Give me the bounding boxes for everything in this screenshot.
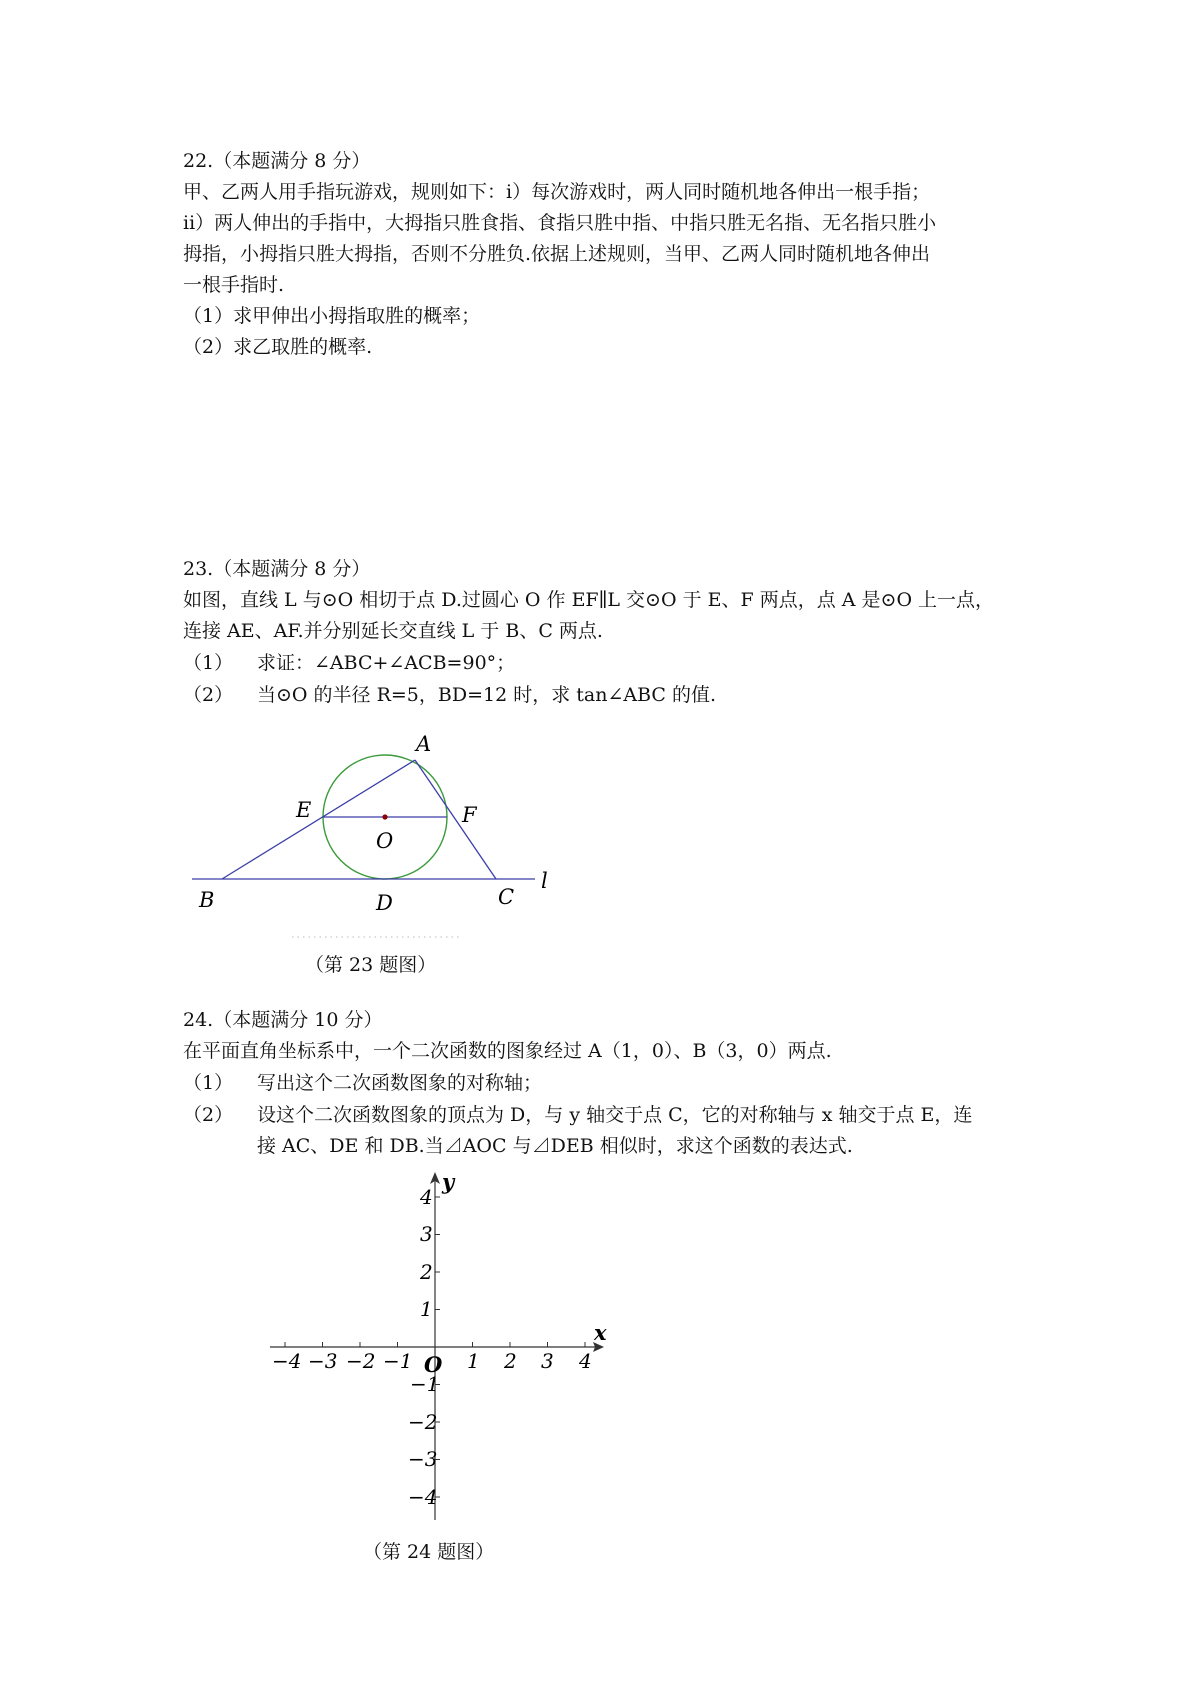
label-d: D xyxy=(376,891,393,915)
q23-text-line-1: 如图，直线 L 与⊙O 相切于点 D.过圆心 O 作 EF∥L 交⊙O 于 E、F 两点，点 A 是⊙O 上一点， xyxy=(183,589,995,611)
segment-ac xyxy=(415,760,496,879)
q24-item-2 xyxy=(183,1100,972,1131)
q24-item-1 xyxy=(183,1068,542,1099)
q23-item-1-text: 求证：∠ABC+∠ACB=90°； xyxy=(257,652,516,674)
q22-item-1: （1）求甲伸出小拇指取胜的概率； xyxy=(183,305,481,327)
label-e: E xyxy=(296,798,312,822)
x-tick-label-4: 4 xyxy=(579,1349,592,1373)
q23-item-1 xyxy=(183,648,515,679)
q23-figure xyxy=(180,725,580,945)
y-tick-label-1: 1 xyxy=(420,1297,433,1321)
q24-item-1-number: （1） xyxy=(183,1072,234,1094)
y-tick-label-neg2: −2 xyxy=(408,1410,438,1434)
q24-coordinate-axes xyxy=(250,1170,630,1530)
q23-item-2-number: （2） xyxy=(183,684,234,706)
label-l: l xyxy=(541,869,548,893)
origin-label: O xyxy=(424,1352,443,1377)
y-tick-label-neg1: −1 xyxy=(410,1372,440,1396)
label-b: B xyxy=(199,888,215,912)
q24-header: 24.（本题满分 10 分） xyxy=(183,1009,383,1031)
y-tick-label-neg4: −4 xyxy=(408,1485,438,1509)
y-axis-label: y xyxy=(442,1170,455,1194)
y-tick-label-3: 3 xyxy=(420,1222,433,1246)
segment-ba xyxy=(222,760,415,879)
q22-text-line-3: 拇指，小拇指只胜大拇指，否则不分胜负.依据上述规则，当甲、乙两人同时随机地各伸出 xyxy=(183,243,931,265)
x-tick-label-2: 2 xyxy=(504,1349,517,1373)
x-tick-label-neg1: −1 xyxy=(383,1349,413,1373)
label-f: F xyxy=(462,803,477,827)
q24-text-line-1: 在平面直角坐标系中，一个二次函数的图象经过 A（1，0）、B（3，0）两点. xyxy=(183,1040,832,1062)
x-tick-label-1: 1 xyxy=(467,1349,480,1373)
label-c: C xyxy=(498,885,515,909)
y-tick-label-4: 4 xyxy=(420,1185,433,1209)
q24-caption: （第 24 题图） xyxy=(363,1541,495,1563)
q22-text-line-2: ⅱ）两人伸出的手指中，大拇指只胜食指、食指只胜中指、中指只胜无名指、无名指只胜小 xyxy=(183,212,937,234)
center-point-o xyxy=(382,814,387,819)
q23-caption: （第 23 题图） xyxy=(305,954,437,976)
q22-item-2: （2）求乙取胜的概率. xyxy=(183,336,373,358)
q22-text-line-1: 甲、乙两人用手指玩游戏，规则如下：ⅰ）每次游戏时，两人同时随机地各伸出一根手指； xyxy=(183,181,931,203)
q24-item-1-text: 写出这个二次函数图象的对称轴； xyxy=(257,1072,543,1094)
x-tick-label-neg3: −3 xyxy=(308,1349,338,1373)
y-tick-label-neg3: −3 xyxy=(408,1447,438,1471)
q22-header: 22.（本题满分 8 分） xyxy=(183,150,371,172)
q22-text-line-4: 一根手指时. xyxy=(183,274,285,296)
label-o: O xyxy=(376,829,394,853)
q23-text-line-2: 连接 AE、AF.并分别延长交直线 L 于 B、C 两点. xyxy=(183,620,603,642)
q23-header: 23.（本题满分 8 分） xyxy=(183,558,371,580)
x-tick-label-3: 3 xyxy=(541,1349,554,1373)
q23-item-1-number: （1） xyxy=(183,652,234,674)
q23-item-2-text: 当⊙O 的半径 R=5，BD=12 时，求 tan∠ABC 的值. xyxy=(257,684,717,706)
x-tick-label-neg4: −4 xyxy=(272,1349,302,1373)
q24-item-2-text: 设这个二次函数图象的顶点为 D，与 y 轴交于点 C，它的对称轴与 x 轴交于点 E，连 xyxy=(257,1104,973,1126)
y-tick-label-2: 2 xyxy=(420,1260,433,1284)
q23-item-2 xyxy=(183,680,716,711)
label-a: A xyxy=(416,732,432,756)
q24-item-2-continued: 接 AC、DE 和 DB.当⊿AOC 与⊿DEB 相似时，求这个函数的表达式. xyxy=(257,1135,853,1157)
x-tick-label-neg2: −2 xyxy=(346,1349,376,1373)
q24-item-2-number: （2） xyxy=(183,1104,234,1126)
x-axis-label: x xyxy=(594,1320,607,1345)
